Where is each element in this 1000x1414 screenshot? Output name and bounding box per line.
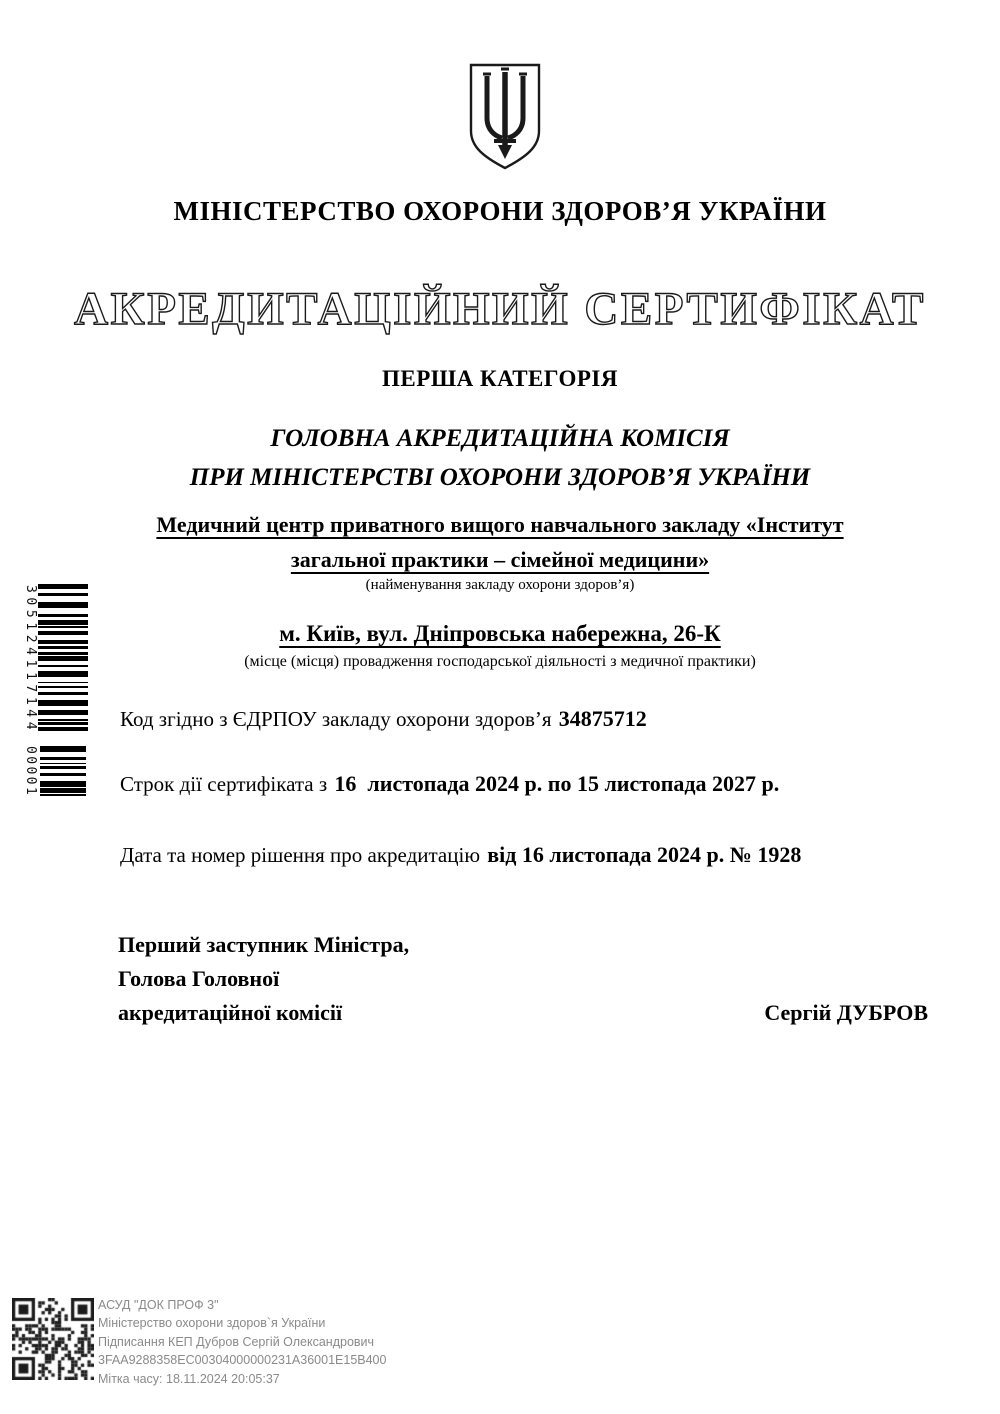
ukraine-trident-emblem-icon bbox=[466, 60, 544, 174]
stamp-text-block bbox=[98, 1296, 386, 1388]
qr-code-icon bbox=[12, 1298, 94, 1380]
stamp-line-system: АСУД "ДОК ПРОФ 3" bbox=[98, 1298, 219, 1312]
ministry-header: МІНІСТЕРСТВО ОХОРОНИ ЗДОРОВ’Я УКРАЇНИ bbox=[173, 196, 827, 226]
address-line bbox=[0, 621, 1000, 647]
barcode-digits bbox=[18, 584, 38, 796]
certificate-title: АКРЕДИТАЦІЙНИЙ СЕРТИФІКАТ bbox=[74, 283, 926, 335]
barcode-addon-digits: 00001 bbox=[23, 746, 38, 798]
edrpou-value: 34875712 bbox=[558, 706, 647, 731]
signatory-role-line-3: акредитаційної комісії bbox=[118, 1000, 343, 1025]
stamp-line-org: Міністерство охорони здоров`я України bbox=[98, 1316, 326, 1331]
address-caption: (місце (місця) провадження господарської діяльності з медичної практики) bbox=[244, 653, 756, 670]
commission-line-2: ПРИ МІНІСТЕРСТВІ ОХОРОНИ ЗДОРОВ’Я УКРАЇНИ bbox=[189, 464, 811, 491]
stamp-line-timestamp: Мітка часу: 18.11.2024 20:05:37 bbox=[98, 1371, 280, 1386]
barcode-bars bbox=[38, 584, 88, 796]
validity-value: 16 листопада 2024 р. по 15 листопада 2027 р. bbox=[334, 771, 780, 796]
barcode-main-digits: 305124117144 bbox=[23, 585, 38, 735]
decision-line bbox=[120, 842, 930, 868]
signatory-block bbox=[118, 928, 928, 1034]
institution-caption: (найменування закладу охорони здоров’я) bbox=[365, 577, 635, 593]
barcode-bar bbox=[40, 794, 86, 796]
stamp-line-signer: Підписання КЕП Дубров Сергій Олександрович bbox=[98, 1334, 375, 1349]
barcode-bars-main bbox=[38, 584, 88, 732]
institution-name-line-1: Медичний центр приватного вищого навчального закладу «Інститут bbox=[156, 512, 844, 537]
signatory-role-line-2: Голова Головної bbox=[118, 966, 280, 991]
decision-label: Дата та номер рішення про акредитацію bbox=[120, 843, 481, 867]
barcode-bars-addon bbox=[40, 746, 86, 796]
decision-value: від 16 листопада 2024 р. № 1928 bbox=[487, 842, 802, 867]
vertical-barcode-icon bbox=[18, 584, 88, 796]
stamp-line-cert-id: 3FAA9288358EC00304000000231A36001E15B400 bbox=[98, 1353, 387, 1368]
signatory-role-line-1: Перший заступник Міністра, bbox=[118, 932, 410, 957]
institution-name bbox=[0, 507, 1000, 577]
address-text: м. Київ, вул. Дніпровська набережна, 26-К bbox=[279, 621, 721, 646]
validity-label: Строк дії сертифіката з bbox=[120, 772, 328, 796]
digital-signature-stamp bbox=[12, 1294, 442, 1394]
commission-heading bbox=[0, 419, 1000, 497]
commission-line-1: ГОЛОВНА АКРЕДИТАЦІЙНА КОМІСІЯ bbox=[270, 425, 730, 452]
edrpou-label: Код згідно з ЄДРПОУ закладу охорони здоров’я bbox=[120, 707, 552, 731]
edrpou-line bbox=[120, 706, 930, 732]
validity-line bbox=[120, 771, 930, 797]
category-line: ПЕРША КАТЕГОРІЯ bbox=[382, 366, 618, 391]
signatory-name: Сергій ДУБРОВ bbox=[764, 1000, 928, 1025]
institution-name-line-2: загальної практики – сімейної медицини» bbox=[290, 547, 710, 572]
barcode-bar bbox=[38, 731, 88, 732]
